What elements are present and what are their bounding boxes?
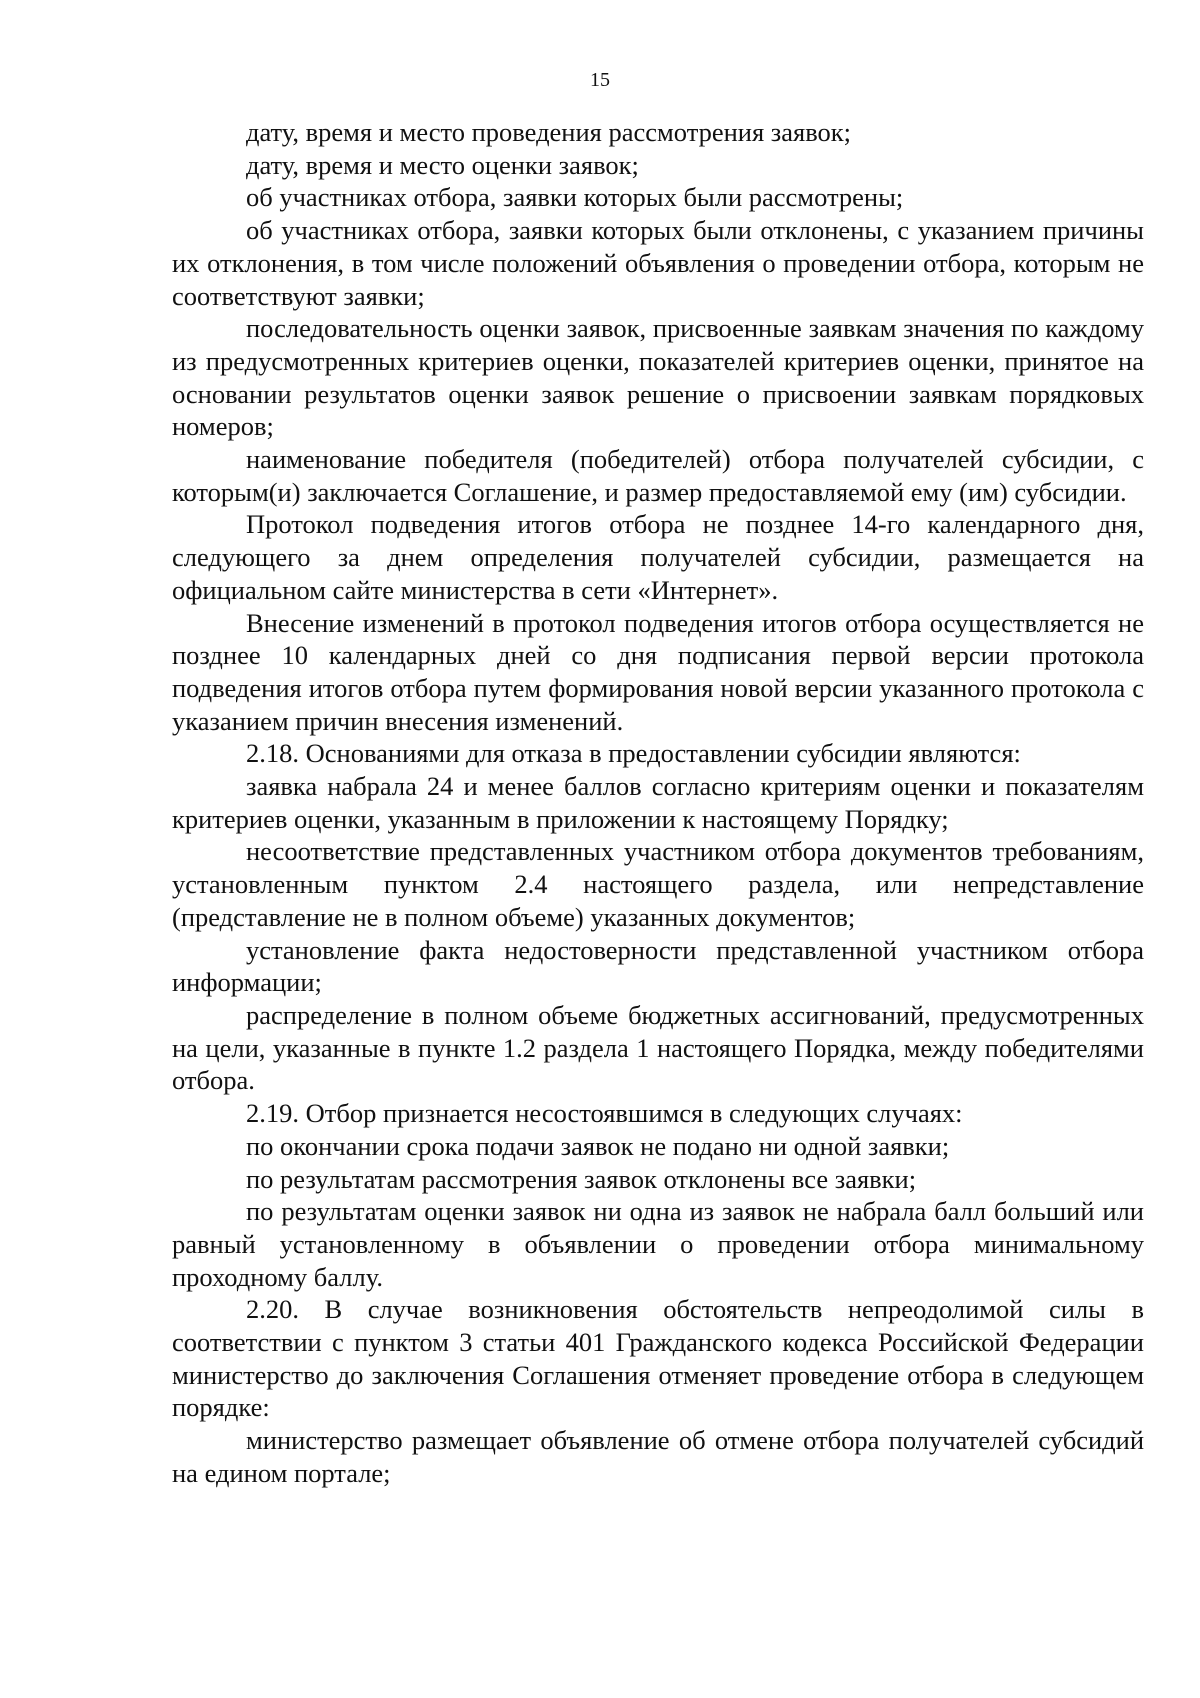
paragraph: Внесение изменений в протокол подведения итогов отбора осуществляется не позднее 10 календарных дней со дня подписания первой версии протокола подведения итогов отбора путем формирования новой версии указанного протокола с указанием причин внесения изменений. [172,607,1144,736]
paragraph: установление факта недостоверности представленной участником отбора информации; [172,934,1144,998]
paragraph: дату, время и место оценки заявок; [246,149,639,180]
section-2-20-paragraph: 2.20. В случае возникновения обстоятельств непреодолимой силы в соответствии с пунктом 3 статьи 401 Гражданского кодекса Российской Федерации министерство до заключения Соглашения отменяет проведение отбора в следующем порядке: [172,1294,1144,1423]
document-body [172,116,1144,1490]
section-2-19-heading: 2.19. Отбор признается несостоявшимся в следующих случаях: [246,1098,963,1129]
paragraph: дату, время и место проведения рассмотрения заявок; [246,117,852,147]
paragraph: по результатам оценки заявок ни одна из заявок не набрала балл больший или равный установленному в объявлении о проведении отбора минимальному проходному баллу. [172,1196,1144,1292]
paragraph: Протокол подведения итогов отбора не позднее 14-го календарного дня, следующего за днем определения получателей субсидии, размещается на официальном сайте министерства в сети «Интернет». [172,509,1144,605]
paragraph: министерство размещает объявление об отмене отбора получателей субсидий на едином портале; [172,1425,1144,1488]
paragraph: об участниках отбора, заявки которых были рассмотрены; [246,182,904,213]
paragraph: по окончании срока подачи заявок не подано ни одной заявки; [246,1130,950,1161]
paragraph: последовательность оценки заявок, присвоенные заявкам значения по каждому из предусмотренных критериев оценки, показателей критериев оценки, принятое на основании результатов оценки заявок решение о присвоении заявкам порядковых номеров; [172,313,1144,442]
paragraph: наименование победителя (победителей) отбора получателей субсидии, с которым(и) заключается Соглашение, и размер предоставляемой ему (им) субсидии. [172,444,1144,507]
paragraph: несоответствие представленных участником отбора документов требованиям, установленным пунктом 2.4 настоящего раздела, или непредставление (представление не в полном объеме) указанных документов; [172,836,1144,932]
paragraph: заявка набрала 24 и менее баллов согласно критериям оценки и показателям критериев оценки, указанным в приложении к настоящему Порядку; [172,771,1144,834]
paragraph: по результатам рассмотрения заявок отклонены все заявки; [246,1163,917,1194]
paragraph: об участниках отбора, заявки которых были отклонены, с указанием причины их отклонения, в том числе положений объявления о проведении отбора, которым не соответствуют заявки; [172,215,1144,311]
paragraph: распределение в полном объеме бюджетных ассигнований, предусмотренных на цели, указанные в пункте 1.2 раздела 1 настоящего Порядка, между победителями отбора. [172,999,1144,1096]
section-2-18-heading: 2.18. Основаниями для отказа в предоставлении субсидии являются: [246,738,1021,769]
page-number: 15 [590,69,610,91]
